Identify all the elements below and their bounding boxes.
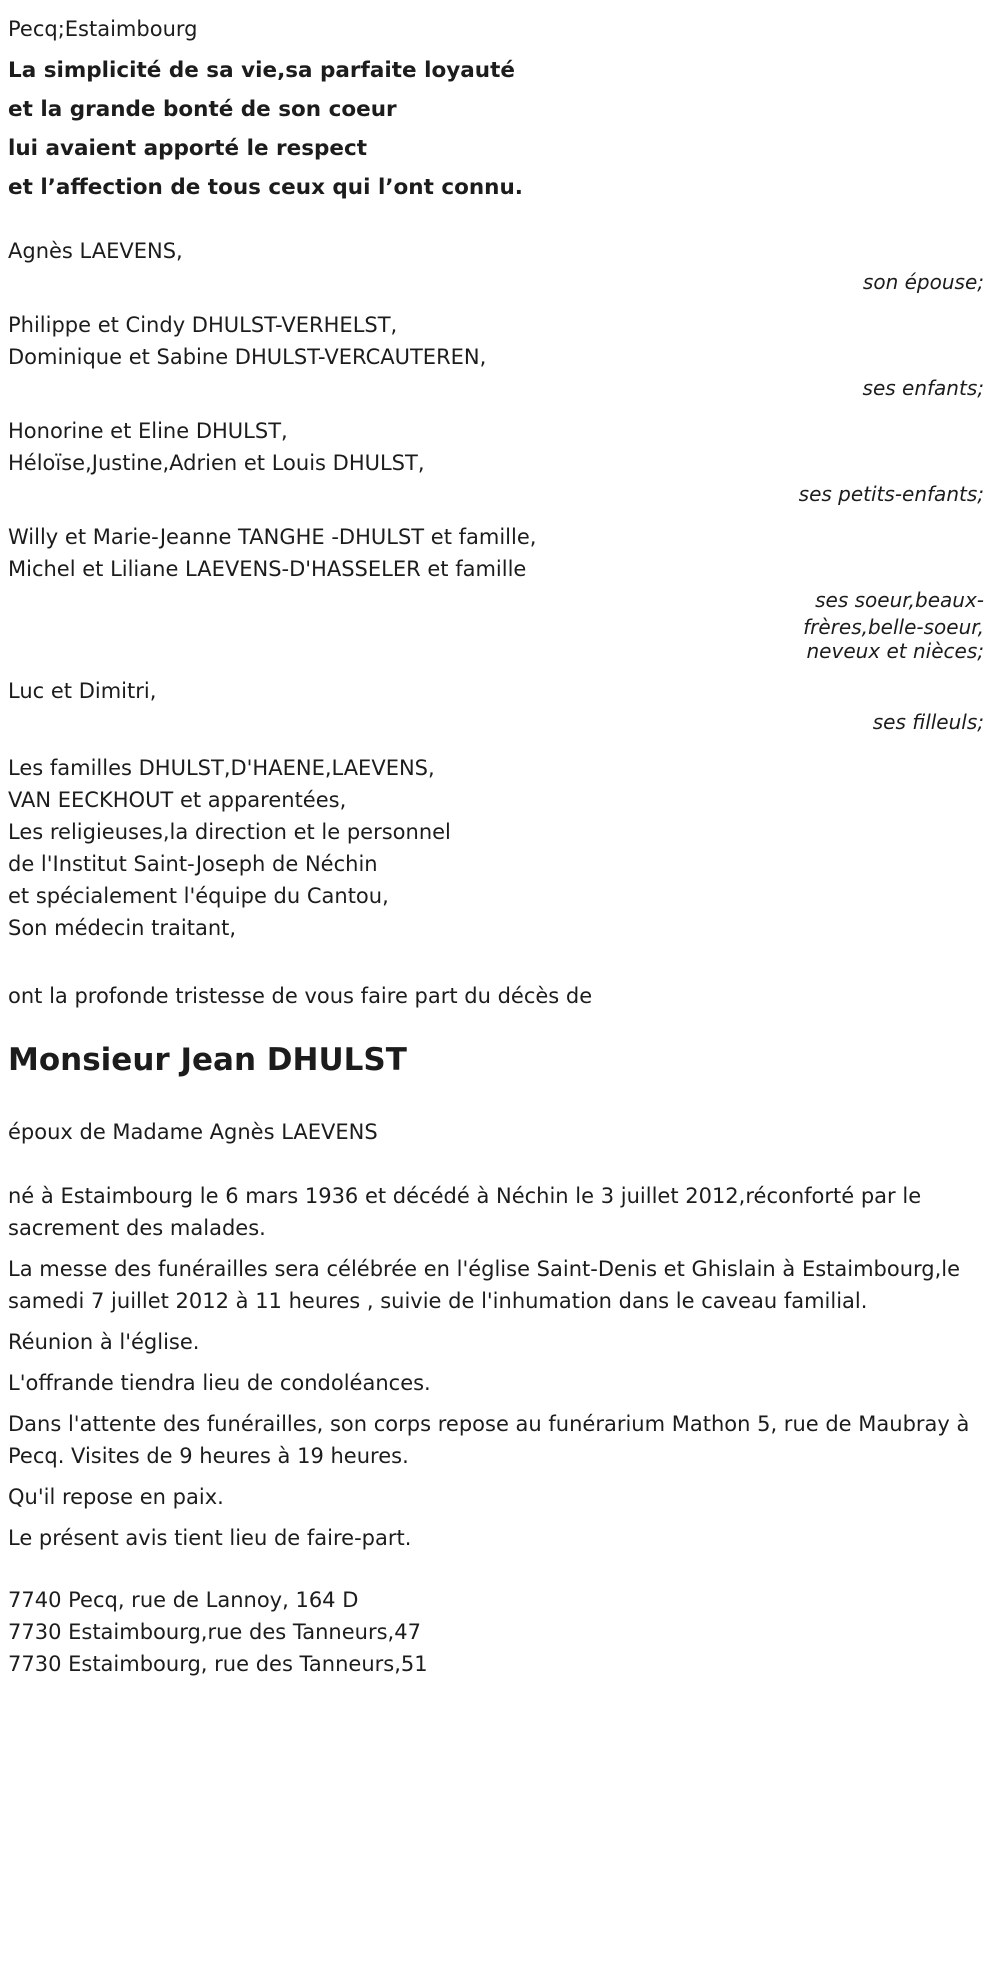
relation-label: ses enfants; [862,376,984,400]
mourner-name: Luc et Dimitri, [8,679,157,703]
relation-label: ses filleuls; [872,710,984,734]
address-line: 7730 Estaimbourg,rue des Tanneurs,47 [8,1620,421,1644]
mourner-name: Philippe et Cindy DHULST-VERHELST, [8,313,398,337]
funeral-details [8,1180,986,1554]
other-mourner-line: Les familles DHULST,D'HAENE,LAEVENS, [8,756,435,780]
relation-block [8,709,986,736]
other-mourners [8,752,986,944]
location-line: Pecq;Estaimbourg [8,17,198,41]
mourner-name: Willy et Marie-Jeanne TANGHE -DHULST et famille, [8,525,537,549]
other-mourner-line: Les religieuses,la direction et le personnel [8,820,451,844]
spouse-line: époux de Madame Agnès LAEVENS [8,1120,378,1144]
relation-block [8,587,986,662]
epitaph-line: La simplicité de sa vie,sa parfaite loyauté [8,58,515,83]
relation-label: son épouse; [862,270,984,294]
other-mourner-line: Son médecin traitant, [8,916,237,940]
other-mourner-line: et spécialement l'équipe du Cantou, [8,884,389,908]
relation-label: neveux et nièces; [806,639,984,663]
deceased-name: Monsieur Jean DHULST [8,1042,407,1078]
other-mourner-line: VAN EECKHOUT et apparentées, [8,788,347,812]
mourner-name: Agnès LAEVENS, [8,239,183,263]
address-line: 7740 Pecq, rue de Lannoy, 164 D [8,1588,359,1612]
announcement-line: ont la profonde tristesse de vous faire part du décès de [8,984,593,1008]
relation-label: ses soeur,beaux- [815,588,984,612]
mourner-name: Honorine et Eline DHULST, [8,419,288,443]
offering-paragraph: L'offrande tiendra lieu de condoléances. [8,1371,431,1395]
relation-block [8,481,986,508]
mourner-group-godsons [8,675,986,736]
other-mourner-line: de l'Institut Saint-Joseph de Néchin [8,852,378,876]
epitaph-line: et l’affection de tous ceux qui l’ont connu. [8,175,523,200]
reunion-paragraph: Réunion à l'église. [8,1330,200,1354]
funerarium-paragraph: Dans l'attente des funérailles, son corps repose au funérarium Mathon 5, rue de Maubray à Pecq. Visites de 9 heures à 19 heures. [8,1412,970,1468]
relation-label: ses petits-enfants; [798,482,984,506]
notice-paragraph: Le présent avis tient lieu de faire-part. [8,1526,412,1550]
mourners-list [8,235,986,944]
rest-in-peace-paragraph: Qu'il repose en paix. [8,1485,224,1509]
address-line: 7730 Estaimbourg, rue des Tanneurs,51 [8,1652,428,1676]
relation-block [8,375,986,402]
mourner-name: Michel et Liliane LAEVENS-D'HASSELER et famille [8,557,527,581]
relation-label: frères,belle-soeur, [803,615,984,639]
mourner-group-siblings [8,521,986,662]
mourner-group-spouse [8,235,986,296]
mourner-name: Héloïse,Justine,Adrien et Louis DHULST, [8,451,425,475]
epitaph-line: lui avaient apporté le respect [8,136,368,161]
mourner-group-children [8,309,986,402]
addresses [8,1584,986,1680]
relation-block [8,269,986,296]
mass-paragraph: La messe des funérailles sera célébrée en l'église Saint-Denis et Ghislain à Estaimbourg,le samedi 7 juillet 2012 à 11 heures , suivie de l'inhumation dans le caveau familial. [8,1257,961,1313]
birth-death-paragraph: né à Estaimbourg le 6 mars 1936 et décédé à Néchin le 3 juillet 2012,réconforté par le sacrement des malades. [8,1184,922,1240]
mourner-name: Dominique et Sabine DHULST-VERCAUTEREN, [8,345,487,369]
mourner-group-grandchildren [8,415,986,508]
epitaph [8,51,986,207]
epitaph-line: et la grande bonté de son coeur [8,97,397,122]
